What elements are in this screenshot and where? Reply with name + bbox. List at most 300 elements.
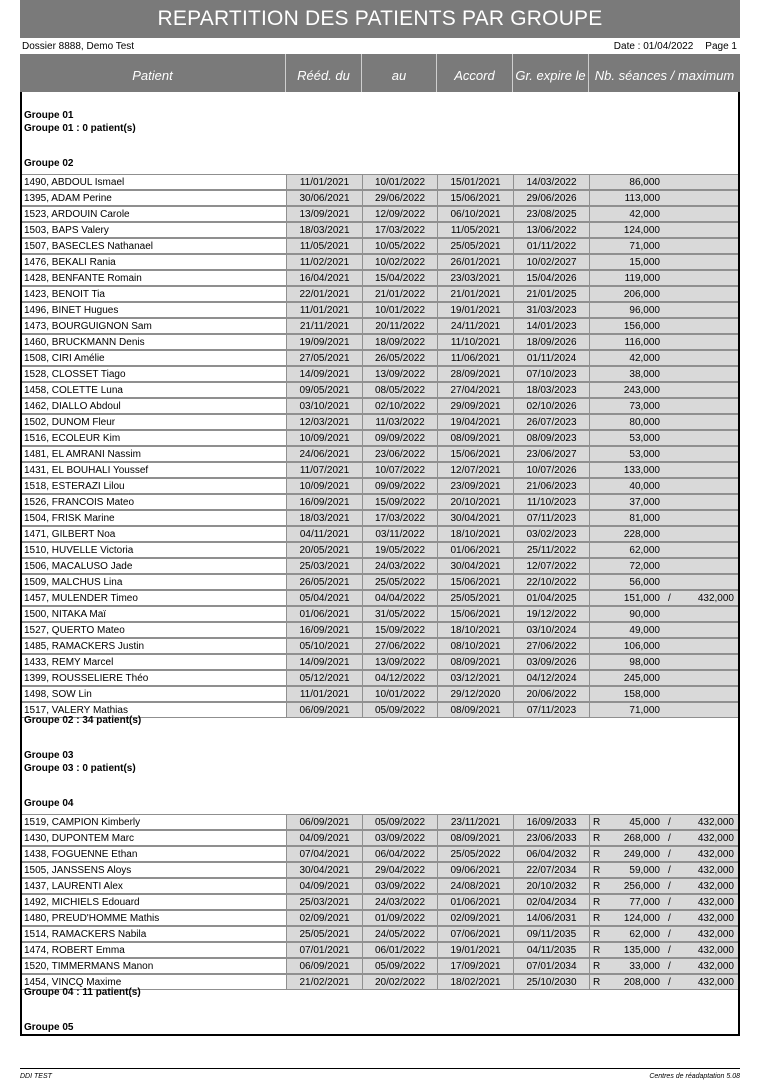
dossier-label: Dossier 8888, Demo Test <box>22 41 135 52</box>
patient-name: 1480, PREUD'HOMME Mathis <box>22 910 286 926</box>
seances-cell <box>589 398 738 414</box>
table-row <box>22 542 738 558</box>
seances-maximum: 432,000 <box>697 817 734 828</box>
patient-name: 1490, ABDOUL Ismael <box>22 174 286 190</box>
seances-count: 158,000 <box>623 689 660 700</box>
table-row <box>22 350 738 366</box>
seances-count: 119,000 <box>624 273 660 284</box>
accord-cell: 15/06/2021 <box>437 606 513 622</box>
reed-du-cell: 06/09/2021 <box>286 958 362 974</box>
seances-count: 90,000 <box>629 609 660 620</box>
table-row <box>22 318 738 334</box>
accord-cell: 27/04/2021 <box>437 382 513 398</box>
au-cell: 13/09/2022 <box>362 654 437 670</box>
seances-count: 228,000 <box>623 529 660 540</box>
patient-name: 1528, CLOSSET Tiago <box>22 366 286 382</box>
seances-cell <box>589 814 738 830</box>
accord-cell: 08/09/2021 <box>437 654 513 670</box>
au-cell: 04/04/2022 <box>362 590 437 606</box>
separator-slash: / <box>668 929 671 940</box>
au-cell: 11/03/2022 <box>362 414 437 430</box>
seances-maximum: 432,000 <box>697 849 734 860</box>
patient-name: 1517, VALERY Mathias <box>22 702 286 718</box>
seances-maximum: 432,000 <box>697 897 734 908</box>
table-header <box>20 54 740 92</box>
expire-cell: 03/02/2023 <box>513 526 589 542</box>
seances-count: 106,000 <box>623 641 660 652</box>
accord-cell: 11/05/2021 <box>437 222 513 238</box>
seances-count: 53,000 <box>629 433 660 444</box>
expire-cell: 02/04/2034 <box>513 894 589 910</box>
accord-cell: 08/09/2021 <box>437 702 513 718</box>
reed-du-cell: 30/04/2021 <box>286 862 362 878</box>
seances-cell <box>589 910 738 926</box>
seances-cell <box>589 878 738 894</box>
expire-cell: 27/06/2022 <box>513 638 589 654</box>
reed-du-cell: 12/03/2021 <box>286 414 362 430</box>
table-row <box>22 846 738 862</box>
col-patient: Patient <box>20 54 286 92</box>
separator-slash: / <box>668 913 671 924</box>
renewal-flag: R <box>593 929 601 940</box>
group-total: Groupe 02 : 34 patient(s) <box>24 715 142 726</box>
patient-name: 1520, TIMMERMANS Manon <box>22 958 286 974</box>
patient-name: 1516, ECOLEUR Kim <box>22 430 286 446</box>
table-row <box>22 958 738 974</box>
accord-cell: 07/06/2021 <box>437 926 513 942</box>
seances-cell <box>589 606 738 622</box>
table-row <box>22 606 738 622</box>
expire-cell: 22/10/2022 <box>513 574 589 590</box>
table-row <box>22 174 738 190</box>
seances-cell <box>589 846 738 862</box>
seances-cell <box>589 622 738 638</box>
seances-cell <box>589 206 738 222</box>
accord-cell: 30/04/2021 <box>437 558 513 574</box>
expire-cell: 16/09/2033 <box>513 814 589 830</box>
patient-name: 1505, JANSSENS Aloys <box>22 862 286 878</box>
expire-cell: 29/06/2026 <box>513 190 589 206</box>
expire-cell: 26/07/2023 <box>513 414 589 430</box>
expire-cell: 21/01/2025 <box>513 286 589 302</box>
reed-du-cell: 11/01/2021 <box>286 686 362 702</box>
au-cell: 03/09/2022 <box>362 878 437 894</box>
patient-name: 1457, MULENDER Timeo <box>22 590 286 606</box>
expire-cell: 09/11/2035 <box>513 926 589 942</box>
reed-du-cell: 30/06/2021 <box>286 190 362 206</box>
reed-du-cell: 19/09/2021 <box>286 334 362 350</box>
au-cell: 18/09/2022 <box>362 334 437 350</box>
patient-name: 1526, FRANCOIS Mateo <box>22 494 286 510</box>
group-heading: Groupe 02 <box>24 158 74 169</box>
accord-cell: 11/06/2021 <box>437 350 513 366</box>
expire-cell: 11/10/2023 <box>513 494 589 510</box>
renewal-flag: R <box>593 897 601 908</box>
reed-du-cell: 05/10/2021 <box>286 638 362 654</box>
separator-slash: / <box>668 817 671 828</box>
seances-maximum: 432,000 <box>697 929 734 940</box>
au-cell: 10/01/2022 <box>362 302 437 318</box>
accord-cell: 18/10/2021 <box>437 526 513 542</box>
patient-name: 1519, CAMPION Kimberly <box>22 814 286 830</box>
table-row <box>22 942 738 958</box>
reed-du-cell: 11/07/2021 <box>286 462 362 478</box>
expire-cell: 12/07/2022 <box>513 558 589 574</box>
reed-du-cell: 14/09/2021 <box>286 654 362 670</box>
patient-name: 1523, ARDOUIN Carole <box>22 206 286 222</box>
expire-cell: 21/06/2023 <box>513 478 589 494</box>
seances-count: 53,000 <box>629 449 660 460</box>
patient-name: 1431, EL BOUHALI Youssef <box>22 462 286 478</box>
separator-slash: / <box>668 881 671 892</box>
au-cell: 05/09/2022 <box>362 814 437 830</box>
expire-cell: 14/01/2023 <box>513 318 589 334</box>
accord-cell: 29/12/2020 <box>437 686 513 702</box>
seances-cell <box>589 862 738 878</box>
renewal-flag: R <box>593 913 601 924</box>
au-cell: 05/09/2022 <box>362 702 437 718</box>
expire-cell: 22/07/2034 <box>513 862 589 878</box>
accord-cell: 24/11/2021 <box>437 318 513 334</box>
seances-cell <box>589 574 738 590</box>
table-row <box>22 654 738 670</box>
expire-cell: 03/10/2024 <box>513 622 589 638</box>
seances-count: 243,000 <box>623 385 660 396</box>
table-row <box>22 382 738 398</box>
accord-cell: 19/01/2021 <box>437 302 513 318</box>
seances-cell <box>589 926 738 942</box>
seances-maximum: 432,000 <box>697 945 734 956</box>
report-date: Date : 01/04/2022 <box>613 41 694 52</box>
seances-cell <box>589 974 738 990</box>
accord-cell: 06/10/2021 <box>437 206 513 222</box>
reed-du-cell: 10/09/2021 <box>286 478 362 494</box>
table-row <box>22 590 738 606</box>
renewal-flag: R <box>593 833 601 844</box>
seances-cell <box>589 430 738 446</box>
reed-du-cell: 24/06/2021 <box>286 446 362 462</box>
accord-cell: 19/01/2021 <box>437 942 513 958</box>
reed-du-cell: 05/04/2021 <box>286 590 362 606</box>
expire-cell: 13/06/2022 <box>513 222 589 238</box>
seances-count: 71,000 <box>629 241 660 252</box>
reed-du-cell: 16/04/2021 <box>286 270 362 286</box>
reed-du-cell: 10/09/2021 <box>286 430 362 446</box>
accord-cell: 21/01/2021 <box>437 286 513 302</box>
au-cell: 06/04/2022 <box>362 846 437 862</box>
table-row <box>22 510 738 526</box>
au-cell: 06/01/2022 <box>362 942 437 958</box>
expire-cell: 01/11/2022 <box>513 238 589 254</box>
seances-count: 124,000 <box>623 913 660 924</box>
seances-count: 45,000 <box>629 817 660 828</box>
reed-du-cell: 25/03/2021 <box>286 558 362 574</box>
reed-du-cell: 21/02/2021 <box>286 974 362 990</box>
au-cell: 19/05/2022 <box>362 542 437 558</box>
au-cell: 21/01/2022 <box>362 286 437 302</box>
seances-count: 71,000 <box>629 705 660 716</box>
accord-cell: 08/09/2021 <box>437 830 513 846</box>
seances-count: 96,000 <box>629 305 660 316</box>
patient-name: 1454, VINCQ Maxime <box>22 974 286 990</box>
au-cell: 31/05/2022 <box>362 606 437 622</box>
patient-name: 1428, BENFANTE Romain <box>22 270 286 286</box>
patient-name: 1518, ESTERAZI Lilou <box>22 478 286 494</box>
expire-cell: 07/11/2023 <box>513 702 589 718</box>
expire-cell: 25/11/2022 <box>513 542 589 558</box>
expire-cell: 14/06/2031 <box>513 910 589 926</box>
patient-name: 1462, DIALLO Abdoul <box>22 398 286 414</box>
accord-cell: 26/01/2021 <box>437 254 513 270</box>
footer-left: DDI TEST <box>20 1073 52 1080</box>
au-cell: 29/04/2022 <box>362 862 437 878</box>
seances-cell <box>589 494 738 510</box>
au-cell: 20/11/2022 <box>362 318 437 334</box>
separator-slash: / <box>668 833 671 844</box>
seances-cell <box>589 670 738 686</box>
table-row <box>22 574 738 590</box>
group-heading: Groupe 04 <box>24 798 74 809</box>
seances-cell <box>589 366 738 382</box>
renewal-flag: R <box>593 945 601 956</box>
patient-name: 1506, MACALUSO Jade <box>22 558 286 574</box>
au-cell: 17/03/2022 <box>362 510 437 526</box>
au-cell: 15/04/2022 <box>362 270 437 286</box>
reed-du-cell: 04/11/2021 <box>286 526 362 542</box>
au-cell: 24/03/2022 <box>362 558 437 574</box>
patient-name: 1476, BEKALI Rania <box>22 254 286 270</box>
accord-cell: 23/09/2021 <box>437 478 513 494</box>
au-cell: 10/07/2022 <box>362 462 437 478</box>
seances-count: 151,000 <box>623 593 660 604</box>
expire-cell: 02/10/2026 <box>513 398 589 414</box>
table-row <box>22 670 738 686</box>
accord-cell: 03/12/2021 <box>437 670 513 686</box>
expire-cell: 07/11/2023 <box>513 510 589 526</box>
reed-du-cell: 11/02/2021 <box>286 254 362 270</box>
seances-cell <box>589 542 738 558</box>
seances-count: 62,000 <box>629 545 660 556</box>
reed-du-cell: 06/09/2021 <box>286 814 362 830</box>
reed-du-cell: 18/03/2021 <box>286 222 362 238</box>
au-cell: 03/09/2022 <box>362 830 437 846</box>
seances-cell <box>589 382 738 398</box>
accord-cell: 15/01/2021 <box>437 174 513 190</box>
reed-du-cell: 06/09/2021 <box>286 702 362 718</box>
table-row <box>22 222 738 238</box>
patient-name: 1471, GILBERT Noa <box>22 526 286 542</box>
seances-count: 81,000 <box>629 513 660 524</box>
seances-count: 56,000 <box>629 577 660 588</box>
au-cell: 05/09/2022 <box>362 958 437 974</box>
report-meta <box>602 41 737 52</box>
au-cell: 13/09/2022 <box>362 366 437 382</box>
reed-du-cell: 09/05/2021 <box>286 382 362 398</box>
seances-maximum: 432,000 <box>697 881 734 892</box>
au-cell: 01/09/2022 <box>362 910 437 926</box>
expire-cell: 04/12/2024 <box>513 670 589 686</box>
accord-cell: 28/09/2021 <box>437 366 513 382</box>
expire-cell: 20/10/2032 <box>513 878 589 894</box>
table-row <box>22 478 738 494</box>
patient-name: 1460, BRUCKMANN Denis <box>22 334 286 350</box>
reed-du-cell: 26/05/2021 <box>286 574 362 590</box>
seances-count: 245,000 <box>623 673 660 684</box>
seances-count: 249,000 <box>623 849 660 860</box>
col-au: au <box>362 54 437 92</box>
seances-maximum: 432,000 <box>697 961 734 972</box>
table-row <box>22 398 738 414</box>
seances-cell <box>589 334 738 350</box>
seances-cell <box>589 270 738 286</box>
seances-cell <box>589 302 738 318</box>
seances-cell <box>589 238 738 254</box>
expire-cell: 07/10/2023 <box>513 366 589 382</box>
seances-cell <box>589 222 738 238</box>
seances-cell <box>589 478 738 494</box>
seances-count: 98,000 <box>629 657 660 668</box>
table-row <box>22 926 738 942</box>
au-cell: 03/11/2022 <box>362 526 437 542</box>
au-cell: 15/09/2022 <box>362 622 437 638</box>
group-total: Groupe 01 : 0 patient(s) <box>24 123 136 134</box>
reed-du-cell: 25/05/2021 <box>286 926 362 942</box>
patient-name: 1508, CIRI Amélie <box>22 350 286 366</box>
table-row <box>22 286 738 302</box>
accord-cell: 19/04/2021 <box>437 414 513 430</box>
accord-cell: 09/06/2021 <box>437 862 513 878</box>
seances-count: 113,000 <box>624 193 660 204</box>
au-cell: 10/01/2022 <box>362 174 437 190</box>
patient-name: 1514, RAMACKERS Nabila <box>22 926 286 942</box>
table-row <box>22 190 738 206</box>
seances-count: 42,000 <box>629 209 660 220</box>
expire-cell: 31/03/2023 <box>513 302 589 318</box>
accord-cell: 17/09/2021 <box>437 958 513 974</box>
accord-cell: 02/09/2021 <box>437 910 513 926</box>
expire-cell: 10/02/2027 <box>513 254 589 270</box>
reed-du-cell: 11/01/2021 <box>286 302 362 318</box>
patient-name: 1438, FOGUENNE Ethan <box>22 846 286 862</box>
table-row <box>22 894 738 910</box>
expire-cell: 10/07/2026 <box>513 462 589 478</box>
patient-name: 1395, ADAM Perine <box>22 190 286 206</box>
patient-name: 1502, DUNOM Fleur <box>22 414 286 430</box>
reed-du-cell: 16/09/2021 <box>286 494 362 510</box>
accord-cell: 15/06/2021 <box>437 190 513 206</box>
seances-cell <box>589 510 738 526</box>
table-row <box>22 238 738 254</box>
reed-du-cell: 04/09/2021 <box>286 878 362 894</box>
patient-name: 1433, REMY Marcel <box>22 654 286 670</box>
table-row <box>22 270 738 286</box>
expire-cell: 01/11/2024 <box>513 350 589 366</box>
seances-cell <box>589 446 738 462</box>
seances-count: 80,000 <box>629 417 660 428</box>
table-row <box>22 622 738 638</box>
table-row <box>22 526 738 542</box>
au-cell: 17/03/2022 <box>362 222 437 238</box>
report-title: REPARTITION DES PATIENTS PAR GROUPE <box>20 0 740 38</box>
au-cell: 02/10/2022 <box>362 398 437 414</box>
table-row <box>22 414 738 430</box>
reed-du-cell: 05/12/2021 <box>286 670 362 686</box>
expire-cell: 18/03/2023 <box>513 382 589 398</box>
expire-cell: 04/11/2035 <box>513 942 589 958</box>
reed-du-cell: 07/04/2021 <box>286 846 362 862</box>
accord-cell: 29/09/2021 <box>437 398 513 414</box>
accord-cell: 11/10/2021 <box>437 334 513 350</box>
au-cell: 29/06/2022 <box>362 190 437 206</box>
seances-count: 62,000 <box>629 929 660 940</box>
accord-cell: 18/10/2021 <box>437 622 513 638</box>
expire-cell: 18/09/2026 <box>513 334 589 350</box>
patient-name: 1473, BOURGUIGNON Sam <box>22 318 286 334</box>
seances-cell <box>589 350 738 366</box>
table-row <box>22 862 738 878</box>
seances-cell <box>589 958 738 974</box>
expire-cell: 25/10/2030 <box>513 974 589 990</box>
reed-du-cell: 11/01/2021 <box>286 174 362 190</box>
col-expire: Gr. expire le <box>513 54 589 92</box>
seances-count: 206,000 <box>623 289 660 300</box>
patient-name: 1485, RAMACKERS Justin <box>22 638 286 654</box>
patient-name: 1399, ROUSSELIERE Théo <box>22 670 286 686</box>
expire-cell: 06/04/2032 <box>513 846 589 862</box>
seances-count: 135,000 <box>623 945 660 956</box>
seances-cell <box>589 414 738 430</box>
au-cell: 27/06/2022 <box>362 638 437 654</box>
seances-count: 156,000 <box>623 321 660 332</box>
seances-count: 124,000 <box>623 225 660 236</box>
au-cell: 20/02/2022 <box>362 974 437 990</box>
seances-cell <box>589 558 738 574</box>
patient-name: 1437, LAURENTI Alex <box>22 878 286 894</box>
reed-du-cell: 14/09/2021 <box>286 366 362 382</box>
col-seances: Nb. séances / maximum <box>594 68 735 83</box>
seances-count: 15,000 <box>629 257 660 268</box>
expire-cell: 23/06/2033 <box>513 830 589 846</box>
accord-cell: 12/07/2021 <box>437 462 513 478</box>
col-accord: Accord <box>437 54 513 92</box>
reed-du-cell: 07/01/2021 <box>286 942 362 958</box>
separator-slash: / <box>668 961 671 972</box>
seances-cell <box>589 942 738 958</box>
seances-count: 72,000 <box>629 561 660 572</box>
accord-cell: 01/06/2021 <box>437 894 513 910</box>
separator-slash: / <box>668 945 671 956</box>
seances-count: 49,000 <box>629 625 660 636</box>
accord-cell: 25/05/2021 <box>437 590 513 606</box>
table-row <box>22 558 738 574</box>
seances-cell <box>589 318 738 334</box>
expire-cell: 01/04/2025 <box>513 590 589 606</box>
reed-du-cell: 18/03/2021 <box>286 510 362 526</box>
separator-slash: / <box>668 897 671 908</box>
seances-count: 42,000 <box>629 353 660 364</box>
table-row <box>22 206 738 222</box>
seances-cell <box>589 702 738 718</box>
expire-cell: 08/09/2023 <box>513 430 589 446</box>
renewal-flag: R <box>593 961 601 972</box>
reed-du-cell: 01/06/2021 <box>286 606 362 622</box>
table-row <box>22 446 738 462</box>
accord-cell: 30/04/2021 <box>437 510 513 526</box>
accord-cell: 20/10/2021 <box>437 494 513 510</box>
col-reed-du: Rééd. du <box>286 54 362 92</box>
seances-count: 256,000 <box>623 881 660 892</box>
accord-cell: 23/03/2021 <box>437 270 513 286</box>
